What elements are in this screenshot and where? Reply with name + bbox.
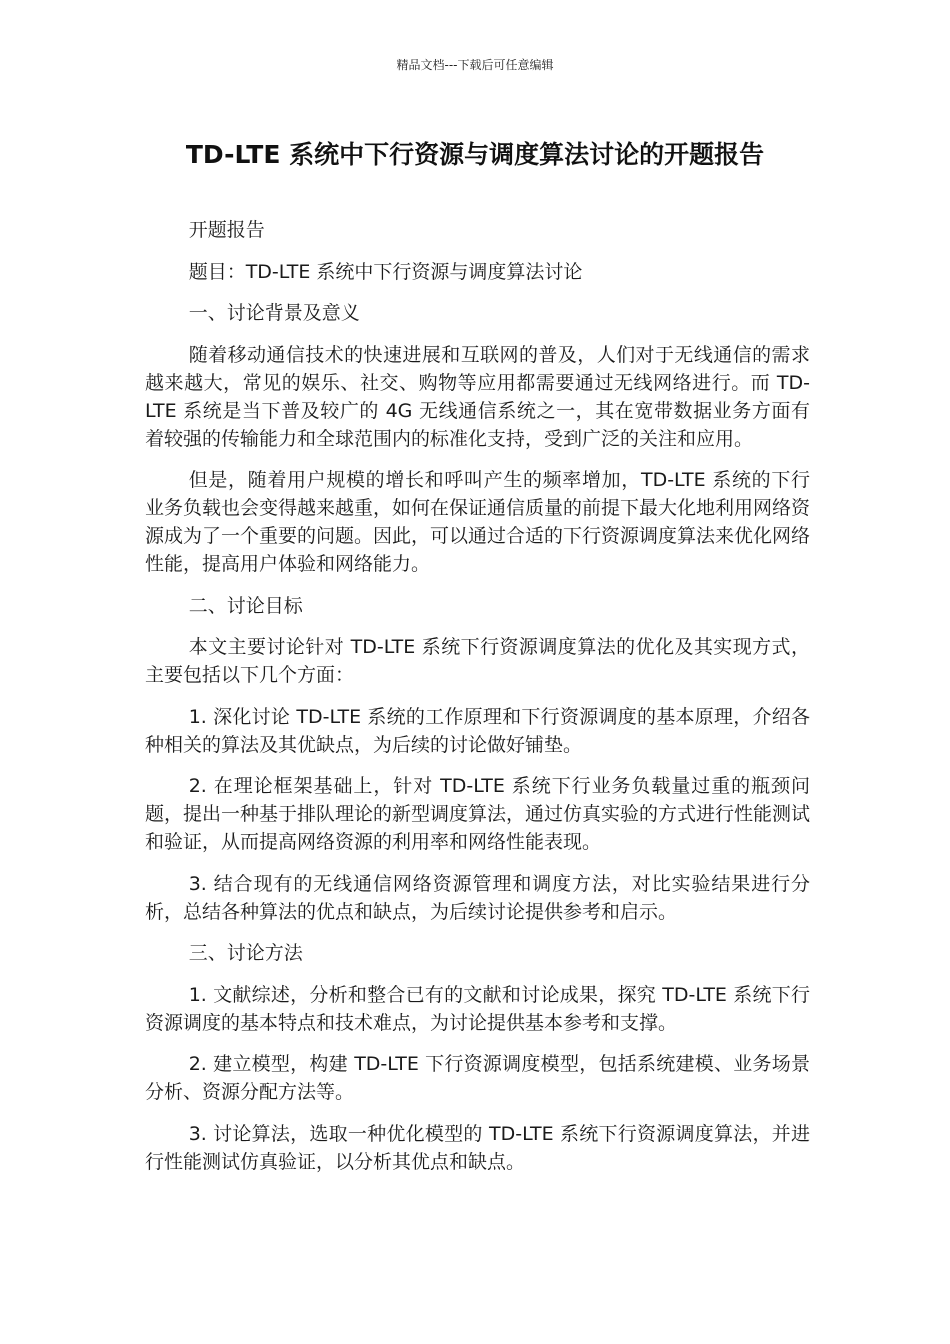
list-item: 3. 讨论算法，选取一种优化模型的 TD-LTE 系统下行资源调度算法，并进行性能测试仿真验证，以分析其优点和缺点。 [145,1122,810,1173]
paragraph: 随着移动通信技术的快速进展和互联网的普及，人们对于无线通信的需求越来越大，常见的娱乐、社交、购物等应用都需要通过无线网络进行。而 TD-LTE 系统是当下普及较广的 4G 无线通信系统之一，其在宽带数据业务方面有着较强的传输能力和全球范围内的标准化支持，受到广泛的关注和应用。 [145,343,810,450]
list-item: 2. 在理论框架基础上，针对 TD-LTE 系统下行业务负载量过重的瓶颈问题，提出一种基于排队理论的新型调度算法，通过仿真实验的方式进行性能测试和验证，从而提高网络资源的利用率和网络性能表现。 [145,775,811,853]
list-item: 2. 建立模型，构建 TD-LTE 下行资源调度模型，包括系统建模、业务场景分析、资源分配方法等。 [145,1053,810,1103]
report-label: 开题报告 [188,219,265,241]
topic-line: 题目：TD-LTE 系统中下行资源与调度算法讨论 [188,260,583,283]
list-item: 1. 文献综述，分析和整合已有的文献和讨论成果，探究 TD-LTE 系统下行资源调度的基本特点和技术难点，为讨论提供基本参考和支撑。 [145,983,810,1034]
section-heading-goals: 二、讨论目标 [188,594,303,617]
paragraph: 本文主要讨论针对 TD-LTE 系统下行资源调度算法的优化及其实现方式，主要包括以下几个方面： [145,636,810,686]
header-note: 精品文档---下载后可任意编辑 [396,58,554,72]
document-title: TD-LTE 系统中下行资源与调度算法讨论的开题报告 [185,140,765,169]
list-item: 3. 结合现有的无线通信网络资源管理和调度方法，对比实验结果进行分析，总结各种算法的优点和缺点，为后续讨论提供参考和启示。 [145,872,810,923]
document-body [145,216,810,1189]
list-item: 1. 深化讨论 TD-LTE 系统的工作原理和下行资源调度的基本原理，介绍各种相关的算法及其优缺点，为后续的讨论做好铺垫。 [145,705,810,756]
section-heading-background: 一、讨论背景及意义 [188,302,360,324]
section-heading-methods: 三、讨论方法 [188,942,303,964]
paragraph: 但是，随着用户规模的增长和呼叫产生的频率增加，TD-LTE 系统的下行业务负载也会变得越来越重，如何在保证通信质量的前提下最大化地利用网络资源成为了一个重要的问题。因此，可以通过合适的下行资源调度算法来优化网络性能，提高用户体验和网络能力。 [145,469,811,575]
